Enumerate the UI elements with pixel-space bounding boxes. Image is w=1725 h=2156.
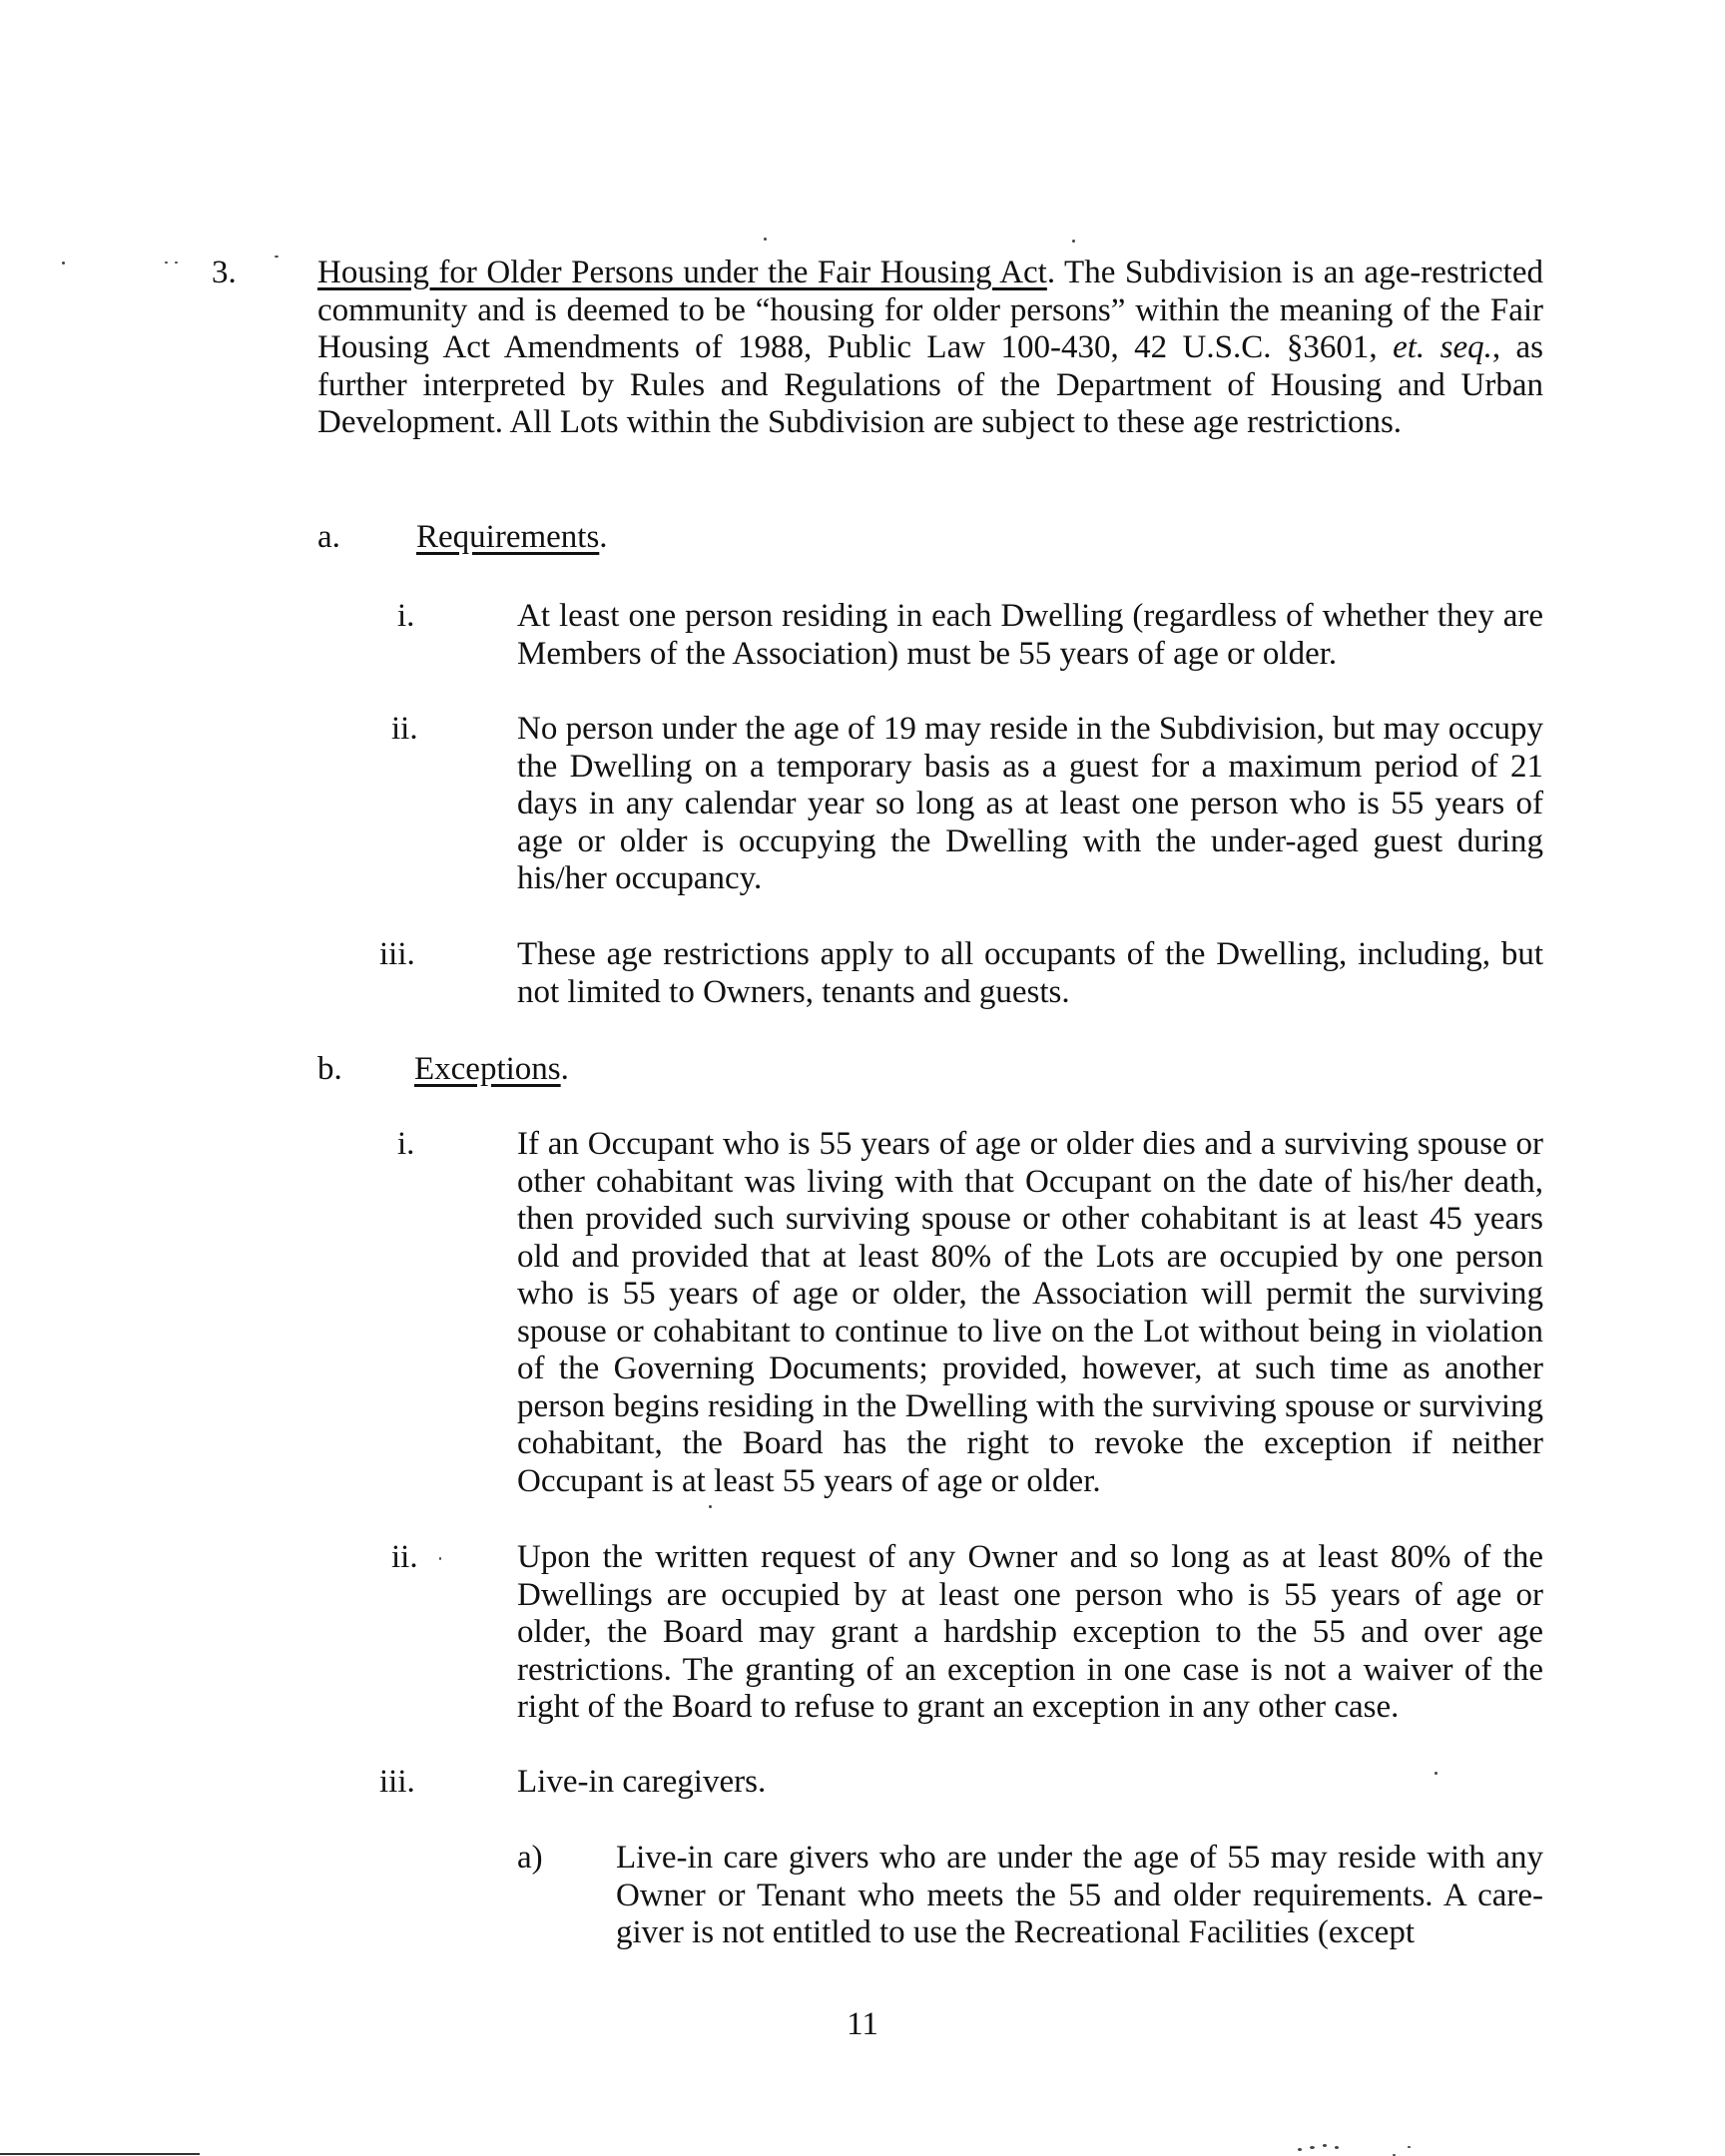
scan-speck [1298, 2148, 1302, 2151]
scan-speck [1072, 240, 1075, 243]
section-number: 3. [212, 255, 237, 290]
exceptions-heading: Exceptions. [414, 1051, 569, 1087]
requirement-numeral: ii. [391, 711, 418, 747]
scan-speck [439, 1557, 441, 1560]
scan-speck [1408, 2146, 1411, 2148]
exception-text: Live-in caregivers. [517, 1764, 767, 1800]
exception-text: If an Occupant who is 55 years of age or older dies and a surviving spouse or other cohabitant was living with that Occupant on the date of his/her death, then provided such surviving spouse or other cohabitant is at least 45 years old and provided that at least 80% of the Lots are occupied by one person who is 55 years of age or older, the Association will permit the surviving spouse or cohabitant to continue to live on the Lot without being in violation of the Governing Documents; provided, however, at such time as another person begins residing in the Dwelling with the surviving spouse or surviving cohabitant, the Board has the right to revoke the exception if neither Occupant is at least 55 years of age or older. [517, 1126, 1543, 1499]
requirement-numeral: iii. [379, 936, 415, 972]
section-body-pre: The Subdivision is an age-restricted community and is deemed to be “housing for older persons” within the meaning of the Fair Housing Act Amendments of 1988, Public Law 100-430, 42 U.S.C. §3601, [317, 255, 1543, 365]
scan-edge-line [0, 2153, 200, 2155]
page-number: 11 [847, 2006, 878, 2042]
exception-numeral: ii. [391, 1539, 418, 1575]
scan-speck [62, 262, 65, 265]
scan-speck [275, 256, 279, 258]
exception-numeral: iii. [379, 1764, 415, 1800]
section-3-paragraph [317, 255, 1543, 442]
caregiver-letter: a) [517, 1840, 543, 1876]
requirements-heading: Requirements. [416, 519, 608, 555]
section-body-post: , as further interpreted by Rules and Regulations of the Department of Housing and Urban Development. All Lots within the Subdivision are subject to these age restrictions. [317, 329, 1544, 440]
scan-speck [764, 238, 767, 241]
scan-speck [165, 262, 168, 264]
requirement-text: At least one person residing in each Dwelling (regardless of whether they are Members of the Association) must be 55 years of age or older. [517, 598, 1543, 672]
exception-numeral: i. [397, 1126, 415, 1162]
section-body-italic: et. seq. [1393, 329, 1492, 365]
scan-speck [1435, 1772, 1438, 1775]
section-title: Housing for Older Persons under the Fair Housing Act [317, 255, 1047, 290]
exceptions-letter: b. [317, 1051, 342, 1087]
scan-speck [709, 1505, 712, 1508]
scan-speck [1323, 2144, 1327, 2147]
requirement-text: These age restrictions apply to all occupants of the Dwelling, including, but not limited to Owners, tenants and guests. [517, 936, 1543, 1010]
section-title-period: . [1046, 255, 1056, 290]
caregiver-text: Live-in care givers who are under the age of 55 may reside with any Owner or Tenant who meets the 55 and older requirements. A care-giver is not entitled to use the Recreational Facilities (except [616, 1840, 1543, 1950]
requirement-text: No person under the age of 19 may reside in the Subdivision, but may occupy the Dwelling on a temporary basis as a guest for a maximum period of 21 days in any calendar year so long as at least one person who is 55 years of age or older is occupying the Dwelling with the under-aged guest during his/her occupancy. [517, 711, 1543, 896]
scan-speck [1310, 2146, 1315, 2149]
scan-speck [175, 262, 178, 264]
scan-speck [1335, 2146, 1339, 2149]
requirement-numeral: i. [397, 598, 415, 634]
requirements-letter: a. [317, 519, 340, 555]
exception-text: Upon the written request of any Owner and so long as at least 80% of the Dwellings are occupied by at least one person who is 55 years of age or older, the Board may grant a hardship exception to the 55 and over age restrictions. The granting of an exception in one case is not a waiver of the right of the Board to refuse to grant an exception in any other case. [517, 1539, 1543, 1725]
